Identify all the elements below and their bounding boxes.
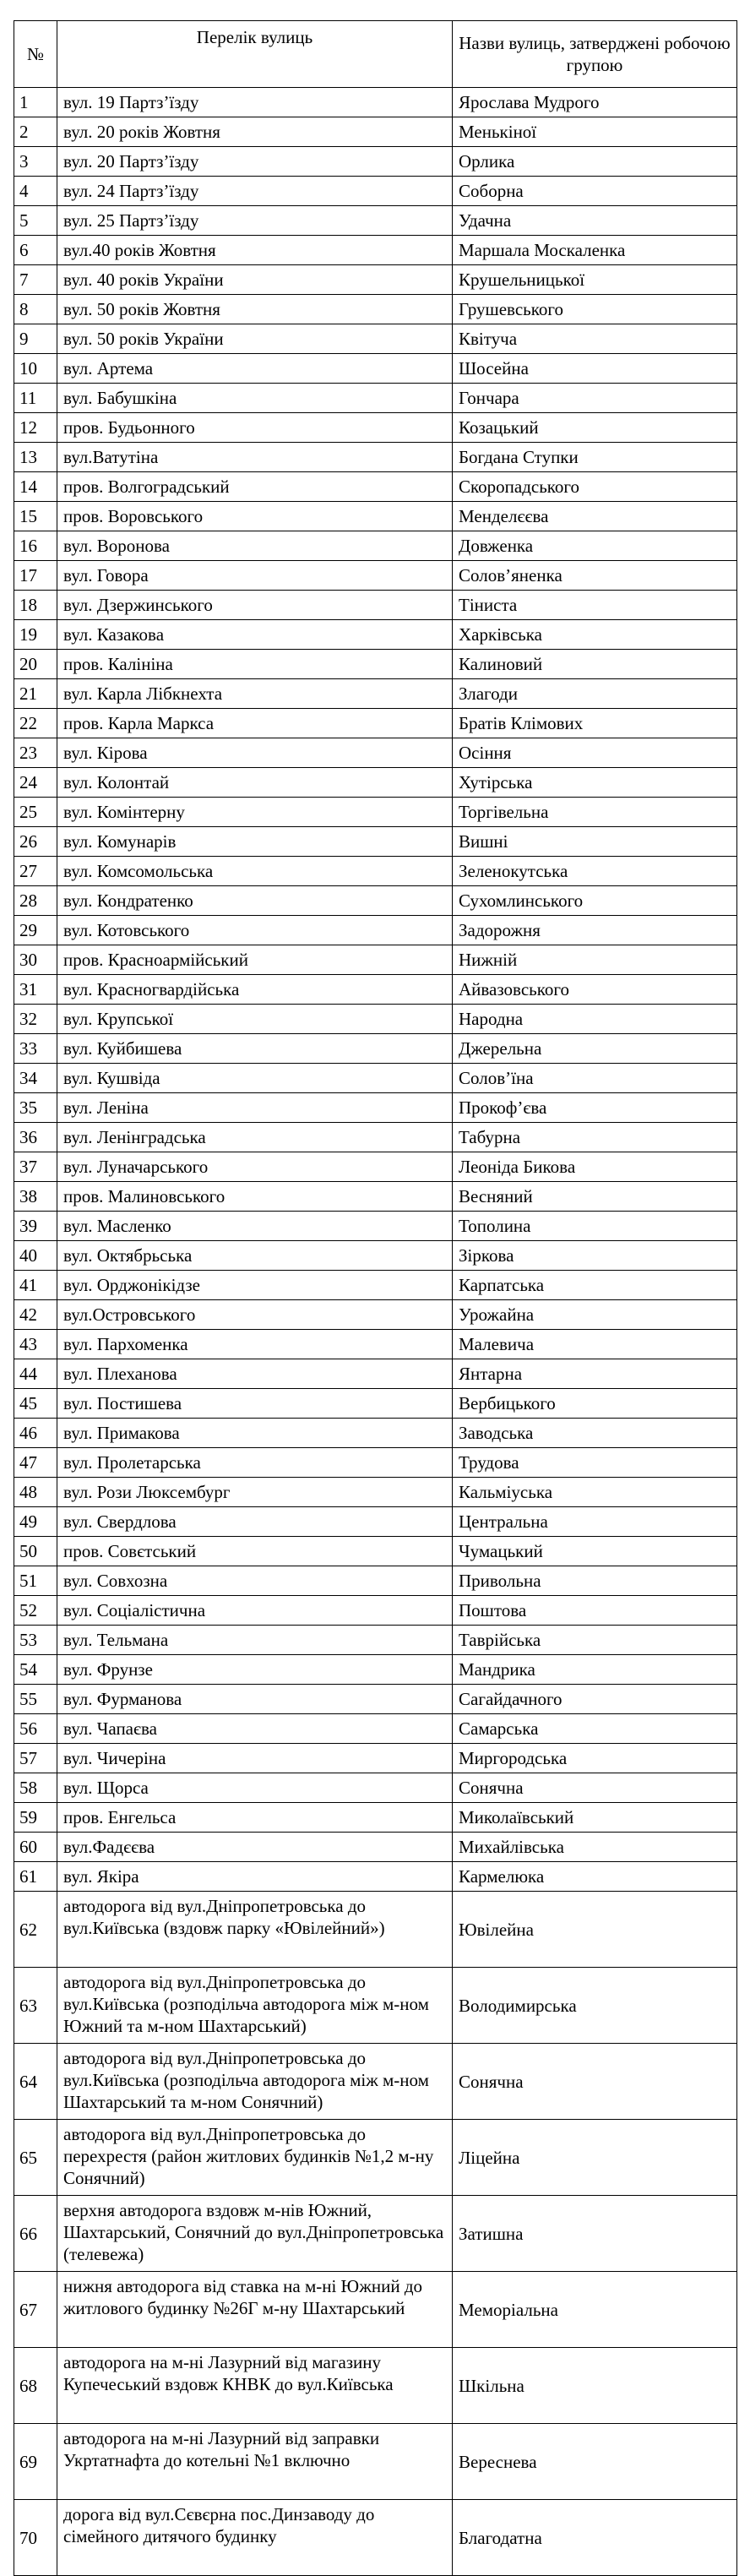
row-number: 9 xyxy=(14,324,57,354)
table-row xyxy=(14,1182,737,1212)
row-old-name: пров. Будьонного xyxy=(57,413,453,443)
row-old-name: вул.Ватутіна xyxy=(57,443,453,472)
row-new-name: Хутірська xyxy=(453,768,737,798)
row-new-name: Ярослава Мудрого xyxy=(453,88,737,117)
row-number: 56 xyxy=(14,1714,57,1744)
row-number: 64 xyxy=(14,2044,57,2120)
row-new-name: Сонячна xyxy=(453,2044,737,2120)
table-row xyxy=(14,1773,737,1803)
document-page xyxy=(14,20,736,2576)
table-body xyxy=(14,88,737,2576)
row-number: 19 xyxy=(14,620,57,650)
row-new-name: Сонячна xyxy=(453,1773,737,1803)
row-old-name: вул. Колонтай xyxy=(57,768,453,798)
table-row xyxy=(14,2196,737,2272)
table-row xyxy=(14,1655,737,1685)
row-number: 47 xyxy=(14,1448,57,1478)
row-old-name: дорога від вул.Сєвєрна пос.Динзаводу до сімейного дитячого будинку xyxy=(57,2500,453,2576)
row-number: 67 xyxy=(14,2272,57,2348)
row-new-name: Скоропадського xyxy=(453,472,737,502)
table-row xyxy=(14,2272,737,2348)
row-old-name: вул. Масленко xyxy=(57,1212,453,1241)
row-number: 20 xyxy=(14,650,57,679)
row-new-name: Менделєєва xyxy=(453,502,737,531)
table-row xyxy=(14,2120,737,2196)
table-row xyxy=(14,1152,737,1182)
row-new-name: Благодатна xyxy=(453,2500,737,2576)
row-old-name: вул. Куйбишева xyxy=(57,1034,453,1064)
row-number: 36 xyxy=(14,1123,57,1152)
row-old-name: вул. Комунарів xyxy=(57,827,453,857)
row-number: 68 xyxy=(14,2348,57,2424)
row-old-name: нижня автодорога від ставка на м-ні Южний до житлового будинку №26Г м-ну Шахтарський xyxy=(57,2272,453,2348)
row-old-name: вул. Кірова xyxy=(57,738,453,768)
row-number: 62 xyxy=(14,1892,57,1968)
row-old-name: вул. Фрунзе xyxy=(57,1655,453,1685)
row-number: 38 xyxy=(14,1182,57,1212)
row-number: 16 xyxy=(14,531,57,561)
table-row xyxy=(14,1093,737,1123)
row-number: 5 xyxy=(14,206,57,236)
row-new-name: Центральна xyxy=(453,1507,737,1537)
row-number: 39 xyxy=(14,1212,57,1241)
row-number: 43 xyxy=(14,1330,57,1359)
row-old-name: автодорога від вул.Дніпропетровська до вул.Київська (розподільча автодорога між м-ном Южний та м-ном Шахтарський) xyxy=(57,1968,453,2044)
table-row xyxy=(14,1359,737,1389)
row-old-name: вул. Котовського xyxy=(57,916,453,945)
row-old-name: вул. Плеханова xyxy=(57,1359,453,1389)
row-new-name: Трудова xyxy=(453,1448,737,1478)
table-row xyxy=(14,384,737,413)
table-row xyxy=(14,2424,737,2500)
row-old-name: вул. Совхозна xyxy=(57,1566,453,1596)
row-old-name: вул. Пархоменка xyxy=(57,1330,453,1359)
row-new-name: Прокоф’єва xyxy=(453,1093,737,1123)
table-row xyxy=(14,1241,737,1271)
row-old-name: вул. 24 Партз’їзду xyxy=(57,177,453,206)
row-new-name: Леоніда Бикова xyxy=(453,1152,737,1182)
table-row xyxy=(14,1212,737,1241)
row-number: 49 xyxy=(14,1507,57,1537)
table-row xyxy=(14,472,737,502)
row-new-name: Народна xyxy=(453,1005,737,1034)
row-old-name: вул. Кушвіда xyxy=(57,1064,453,1093)
row-new-name: Солов’їна xyxy=(453,1064,737,1093)
row-old-name: автодорога від вул.Дніпропетровська до вул.Київська (вздовж парку «Ювілейний») xyxy=(57,1892,453,1968)
table-row xyxy=(14,679,737,709)
row-old-name: вул. 50 років Жовтня xyxy=(57,295,453,324)
row-new-name: Тіниста xyxy=(453,591,737,620)
row-new-name: Миколаївський xyxy=(453,1803,737,1833)
row-new-name: Самарська xyxy=(453,1714,737,1744)
table-row xyxy=(14,1478,737,1507)
table-row xyxy=(14,738,737,768)
row-new-name: Сагайдачного xyxy=(453,1685,737,1714)
row-old-name: вул. 20 років Жовтня xyxy=(57,117,453,147)
row-old-name: вул. Кондратенко xyxy=(57,886,453,916)
row-old-name: вул. Примакова xyxy=(57,1419,453,1448)
row-number: 32 xyxy=(14,1005,57,1034)
row-old-name: автодорога на м-ні Лазурний від заправки Укртатнафта до котельні №1 включно xyxy=(57,2424,453,2500)
row-new-name: Гончара xyxy=(453,384,737,413)
row-new-name: Солов’яненка xyxy=(453,561,737,591)
row-new-name: Козацький xyxy=(453,413,737,443)
table-row xyxy=(14,531,737,561)
row-old-name: вул.Фадєєва xyxy=(57,1833,453,1862)
row-number: 13 xyxy=(14,443,57,472)
row-number: 40 xyxy=(14,1241,57,1271)
row-number: 65 xyxy=(14,2120,57,2196)
table-row xyxy=(14,236,737,265)
row-new-name: Малевича xyxy=(453,1330,737,1359)
row-new-name: Сухомлинського xyxy=(453,886,737,916)
row-new-name: Весняний xyxy=(453,1182,737,1212)
row-number: 10 xyxy=(14,354,57,384)
row-old-name: пров. Воровського xyxy=(57,502,453,531)
table-row xyxy=(14,768,737,798)
row-new-name: Грушевського xyxy=(453,295,737,324)
row-number: 3 xyxy=(14,147,57,177)
table-row xyxy=(14,502,737,531)
row-new-name: Шкільна xyxy=(453,2348,737,2424)
row-new-name: Богдана Ступки xyxy=(453,443,737,472)
row-number: 55 xyxy=(14,1685,57,1714)
row-new-name: Табурна xyxy=(453,1123,737,1152)
row-number: 37 xyxy=(14,1152,57,1182)
row-old-name: вул.Островського xyxy=(57,1300,453,1330)
table-row xyxy=(14,1626,737,1655)
row-number: 54 xyxy=(14,1655,57,1685)
row-number: 21 xyxy=(14,679,57,709)
row-new-name: Вишні xyxy=(453,827,737,857)
table-row xyxy=(14,1034,737,1064)
table-row xyxy=(14,650,737,679)
row-number: 31 xyxy=(14,975,57,1005)
row-number: 18 xyxy=(14,591,57,620)
row-number: 70 xyxy=(14,2500,57,2576)
row-number: 27 xyxy=(14,857,57,886)
row-old-name: вул. 25 Партз’їзду xyxy=(57,206,453,236)
table-row xyxy=(14,1862,737,1892)
table-row xyxy=(14,827,737,857)
row-new-name: Нижній xyxy=(453,945,737,975)
table-row xyxy=(14,1330,737,1359)
row-old-name: вул. Постишева xyxy=(57,1389,453,1419)
row-number: 1 xyxy=(14,88,57,117)
row-number: 69 xyxy=(14,2424,57,2500)
row-old-name: вул. Дзержинського xyxy=(57,591,453,620)
row-new-name: Мандрика xyxy=(453,1655,737,1685)
header-number: № xyxy=(14,21,57,88)
row-old-name: вул. Тельмана xyxy=(57,1626,453,1655)
row-number: 35 xyxy=(14,1093,57,1123)
table-row xyxy=(14,1685,737,1714)
row-new-name: Ювілейна xyxy=(453,1892,737,1968)
table-row xyxy=(14,1123,737,1152)
row-old-name: вул. Казакова xyxy=(57,620,453,650)
row-new-name: Айвазовського xyxy=(453,975,737,1005)
table-row xyxy=(14,1803,737,1833)
row-old-name: пров. Калініна xyxy=(57,650,453,679)
row-old-name: вул. Октябрьська xyxy=(57,1241,453,1271)
table-row xyxy=(14,1448,737,1478)
row-old-name: автодорога від вул.Дніпропетровська до вул.Київська (розподільча автодорога між м-ном Шахтарський та м-ном Сонячний) xyxy=(57,2044,453,2120)
table-row xyxy=(14,1064,737,1093)
row-old-name: вул. Пролетарська xyxy=(57,1448,453,1478)
row-old-name: вул. Красногвардійська xyxy=(57,975,453,1005)
table-row xyxy=(14,945,737,975)
row-new-name: Чумацький xyxy=(453,1537,737,1566)
table-row xyxy=(14,916,737,945)
row-new-name: Злагоди xyxy=(453,679,737,709)
row-new-name: Михайлівська xyxy=(453,1833,737,1862)
row-old-name: вул. Леніна xyxy=(57,1093,453,1123)
row-number: 28 xyxy=(14,886,57,916)
row-old-name: вул. Чичеріна xyxy=(57,1744,453,1773)
row-new-name: Затишна xyxy=(453,2196,737,2272)
table-row xyxy=(14,1968,737,2044)
row-new-name: Урожайна xyxy=(453,1300,737,1330)
table-row xyxy=(14,1744,737,1773)
row-old-name: вул. Фурманова xyxy=(57,1685,453,1714)
header-new-names: Назви вулиць, затверджені робочою групою xyxy=(453,21,737,88)
row-old-name: вул. Крупської xyxy=(57,1005,453,1034)
row-new-name: Кальміуська xyxy=(453,1478,737,1507)
row-old-name: автодорога від вул.Дніпропетровська до перехрестя (район житлових будинків №1,2 м-ну Сонячний) xyxy=(57,2120,453,2196)
row-number: 22 xyxy=(14,709,57,738)
table-row xyxy=(14,2500,737,2576)
row-number: 17 xyxy=(14,561,57,591)
row-old-name: вул. Луначарського xyxy=(57,1152,453,1182)
row-old-name: вул. Орджонікідзе xyxy=(57,1271,453,1300)
table-row xyxy=(14,1892,737,1968)
row-number: 44 xyxy=(14,1359,57,1389)
row-number: 14 xyxy=(14,472,57,502)
row-number: 15 xyxy=(14,502,57,531)
row-number: 59 xyxy=(14,1803,57,1833)
row-number: 66 xyxy=(14,2196,57,2272)
row-old-name: вул. Воронова xyxy=(57,531,453,561)
row-new-name: Поштова xyxy=(453,1596,737,1626)
table-row xyxy=(14,295,737,324)
row-old-name: верхня автодорога вздовж м-нів Южний, Шахтарський, Сонячний до вул.Дніпропетровська (телевежа) xyxy=(57,2196,453,2272)
row-old-name: вул.40 років Жовтня xyxy=(57,236,453,265)
row-number: 34 xyxy=(14,1064,57,1093)
row-old-name: вул. Комсомольська xyxy=(57,857,453,886)
table-row xyxy=(14,1419,737,1448)
row-number: 42 xyxy=(14,1300,57,1330)
row-number: 61 xyxy=(14,1862,57,1892)
table-row xyxy=(14,561,737,591)
table-row xyxy=(14,798,737,827)
row-number: 29 xyxy=(14,916,57,945)
row-old-name: пров. Карла Маркса xyxy=(57,709,453,738)
row-new-name: Осіння xyxy=(453,738,737,768)
row-old-name: вул. 20 Партз’їзду xyxy=(57,147,453,177)
row-old-name: автодорога на м-ні Лазурний від магазину Купечеський вздовж КНВК до вул.Київська xyxy=(57,2348,453,2424)
row-new-name: Задорожня xyxy=(453,916,737,945)
row-new-name: Зеленокутська xyxy=(453,857,737,886)
row-new-name: Удачна xyxy=(453,206,737,236)
row-number: 12 xyxy=(14,413,57,443)
table-row xyxy=(14,413,737,443)
table-row xyxy=(14,88,737,117)
row-number: 30 xyxy=(14,945,57,975)
table-row xyxy=(14,354,737,384)
row-new-name: Калиновий xyxy=(453,650,737,679)
row-number: 11 xyxy=(14,384,57,413)
street-rename-table xyxy=(14,20,737,2576)
table-header-row xyxy=(14,21,737,88)
table-row xyxy=(14,1271,737,1300)
row-old-name: пров. Енгельса xyxy=(57,1803,453,1833)
row-new-name: Янтарна xyxy=(453,1359,737,1389)
row-old-name: вул. Комінтерну xyxy=(57,798,453,827)
row-new-name: Торгівельна xyxy=(453,798,737,827)
table-row xyxy=(14,1596,737,1626)
row-old-name: вул. Свердлова xyxy=(57,1507,453,1537)
row-new-name: Ліцейна xyxy=(453,2120,737,2196)
table-row xyxy=(14,1566,737,1596)
row-number: 63 xyxy=(14,1968,57,2044)
row-old-name: вул. Якіра xyxy=(57,1862,453,1892)
row-number: 45 xyxy=(14,1389,57,1419)
table-row xyxy=(14,591,737,620)
row-number: 57 xyxy=(14,1744,57,1773)
table-row xyxy=(14,177,737,206)
table-row xyxy=(14,886,737,916)
row-number: 50 xyxy=(14,1537,57,1566)
table-row xyxy=(14,2348,737,2424)
row-number: 46 xyxy=(14,1419,57,1448)
row-new-name: Довженка xyxy=(453,531,737,561)
row-old-name: пров. Волгоградський xyxy=(57,472,453,502)
row-new-name: Крушельницької xyxy=(453,265,737,295)
table-row xyxy=(14,324,737,354)
row-new-name: Джерельна xyxy=(453,1034,737,1064)
row-number: 4 xyxy=(14,177,57,206)
row-new-name: Маршала Москаленка xyxy=(453,236,737,265)
row-number: 58 xyxy=(14,1773,57,1803)
row-number: 53 xyxy=(14,1626,57,1655)
row-number: 33 xyxy=(14,1034,57,1064)
table-row xyxy=(14,1537,737,1566)
row-old-name: пров. Совєтський xyxy=(57,1537,453,1566)
row-old-name: вул. 40 років України xyxy=(57,265,453,295)
row-old-name: вул. 50 років України xyxy=(57,324,453,354)
row-new-name: Вереснева xyxy=(453,2424,737,2500)
row-new-name: Кармелюка xyxy=(453,1862,737,1892)
row-new-name: Менькіної xyxy=(453,117,737,147)
row-new-name: Заводська xyxy=(453,1419,737,1448)
row-number: 60 xyxy=(14,1833,57,1862)
row-old-name: вул. Говора xyxy=(57,561,453,591)
row-old-name: вул. Щорса xyxy=(57,1773,453,1803)
row-old-name: вул. Карла Лібкнехта xyxy=(57,679,453,709)
row-number: 23 xyxy=(14,738,57,768)
row-number: 52 xyxy=(14,1596,57,1626)
row-number: 26 xyxy=(14,827,57,857)
row-new-name: Миргородська xyxy=(453,1744,737,1773)
table-row xyxy=(14,206,737,236)
row-new-name: Орлика xyxy=(453,147,737,177)
table-row xyxy=(14,709,737,738)
row-new-name: Братів Клімових xyxy=(453,709,737,738)
table-row xyxy=(14,1389,737,1419)
table-row xyxy=(14,857,737,886)
table-row xyxy=(14,2044,737,2120)
row-old-name: вул. 19 Партз’їзду xyxy=(57,88,453,117)
header-old-names: Перелік вулиць xyxy=(57,21,453,88)
row-old-name: вул. Бабушкіна xyxy=(57,384,453,413)
row-old-name: вул. Артема xyxy=(57,354,453,384)
row-new-name: Тополина xyxy=(453,1212,737,1241)
row-new-name: Привольна xyxy=(453,1566,737,1596)
row-new-name: Володимирська xyxy=(453,1968,737,2044)
table-row xyxy=(14,1833,737,1862)
row-number: 41 xyxy=(14,1271,57,1300)
row-new-name: Шосейна xyxy=(453,354,737,384)
table-row xyxy=(14,265,737,295)
row-new-name: Таврійська xyxy=(453,1626,737,1655)
row-old-name: вул. Ленінградська xyxy=(57,1123,453,1152)
row-number: 48 xyxy=(14,1478,57,1507)
table-row xyxy=(14,443,737,472)
row-new-name: Квітуча xyxy=(453,324,737,354)
row-old-name: вул. Соціалістична xyxy=(57,1596,453,1626)
table-row xyxy=(14,1507,737,1537)
row-old-name: пров. Красноармійський xyxy=(57,945,453,975)
row-number: 8 xyxy=(14,295,57,324)
table-row xyxy=(14,147,737,177)
row-new-name: Соборна xyxy=(453,177,737,206)
row-old-name: вул. Чапаєва xyxy=(57,1714,453,1744)
row-number: 51 xyxy=(14,1566,57,1596)
table-row xyxy=(14,1714,737,1744)
row-old-name: пров. Малиновського xyxy=(57,1182,453,1212)
table-row xyxy=(14,1005,737,1034)
table-row xyxy=(14,117,737,147)
row-number: 24 xyxy=(14,768,57,798)
row-number: 6 xyxy=(14,236,57,265)
row-new-name: Харківська xyxy=(453,620,737,650)
table-row xyxy=(14,975,737,1005)
table-row xyxy=(14,1300,737,1330)
table-row xyxy=(14,620,737,650)
row-new-name: Зіркова xyxy=(453,1241,737,1271)
row-new-name: Вербицького xyxy=(453,1389,737,1419)
row-new-name: Карпатська xyxy=(453,1271,737,1300)
row-old-name: вул. Рози Люксембург xyxy=(57,1478,453,1507)
row-number: 2 xyxy=(14,117,57,147)
row-new-name: Меморіальна xyxy=(453,2272,737,2348)
row-number: 25 xyxy=(14,798,57,827)
row-number: 7 xyxy=(14,265,57,295)
